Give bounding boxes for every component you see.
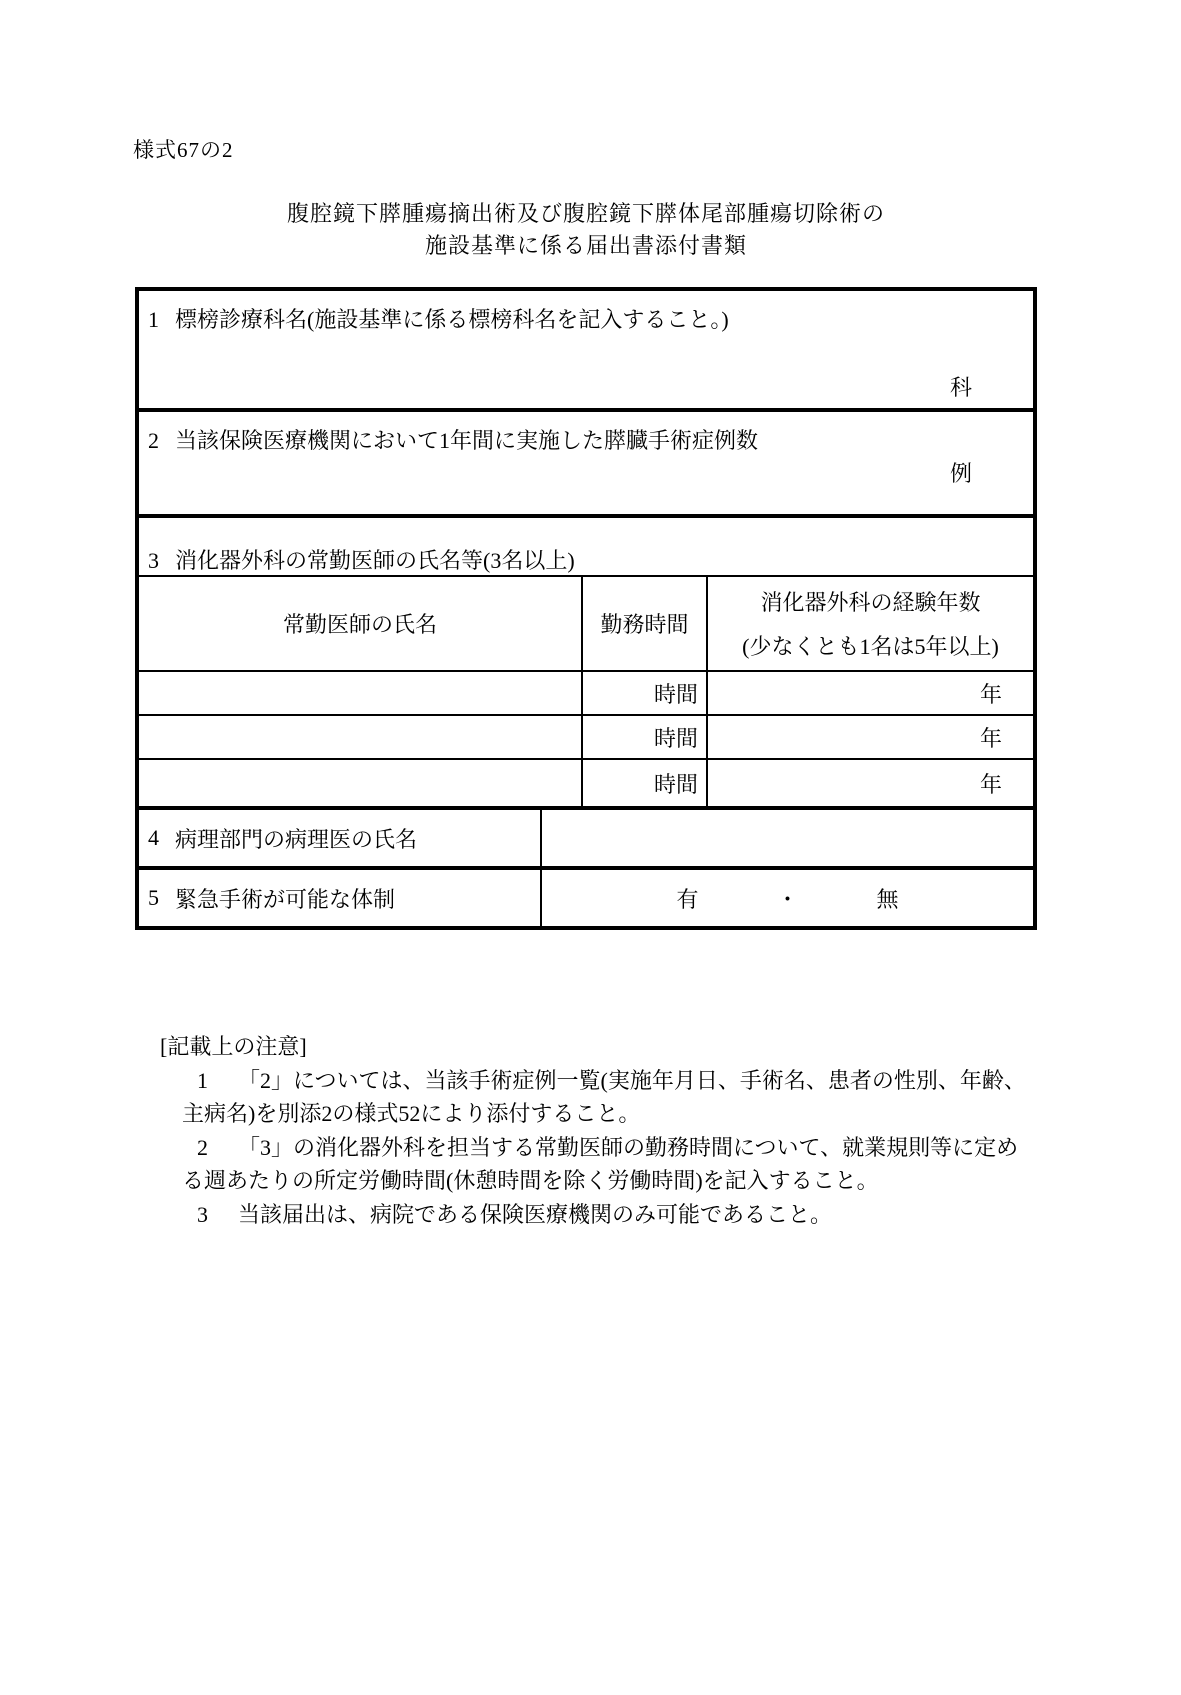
section-1-unit: 科 xyxy=(949,375,972,400)
section-4-label-text: 病理部門の病理医の氏名 xyxy=(175,826,418,852)
section-5-label xyxy=(139,870,540,926)
column-header-doctor-name: 常勤医師の氏名 xyxy=(282,612,437,637)
note-item-1-line-1 xyxy=(160,1064,1026,1098)
column-header-experience-line1: 消化器外科の経験年数 xyxy=(760,590,981,615)
doctor-row-1 xyxy=(139,672,1033,716)
note-2-text-line1: 「3」の消化器外科を担当する常勤医師の勤務時間について、就業規則等に定め xyxy=(238,1134,1019,1160)
section-4-pathologist xyxy=(139,810,1033,870)
section-4-label xyxy=(139,810,540,866)
doctor-name-cell-1[interactable] xyxy=(139,672,581,714)
note-item-2-line-2: る週あたりの所定労働時間(休憩時間を除く労働時間)を記入すること。 xyxy=(182,1168,879,1193)
section-4-number: 4 xyxy=(148,825,159,850)
hours-unit-label: 時間 xyxy=(653,681,698,707)
form-number: 様式67の2 xyxy=(133,138,234,162)
option-yes[interactable]: 有 xyxy=(676,886,699,912)
experience-years-cell-2[interactable] xyxy=(706,716,1033,758)
section-1-department-name xyxy=(139,291,1033,412)
note-item-3-line-1 xyxy=(160,1198,1026,1232)
notes-section xyxy=(160,1030,1026,1231)
doctor-roster-header-row xyxy=(139,577,1033,672)
section-5-number: 5 xyxy=(148,885,159,910)
working-hours-cell-3[interactable] xyxy=(581,760,706,806)
section-1-input-area[interactable] xyxy=(139,371,1033,402)
working-hours-cell-2[interactable] xyxy=(581,716,706,758)
note-item-2-line-1 xyxy=(160,1131,1026,1165)
hours-unit-label: 時間 xyxy=(653,725,698,751)
working-hours-cell-1[interactable] xyxy=(581,672,706,714)
hours-unit-label: 時間 xyxy=(653,771,698,797)
note-3-number: 3 xyxy=(197,1201,208,1227)
section-2-label-text: 当該保険医療機関において1年間に実施した膵臓手術症例数 xyxy=(175,428,759,453)
doctor-row-3 xyxy=(139,760,1033,806)
doctor-row-2 xyxy=(139,716,1033,760)
document-title xyxy=(135,198,1037,262)
years-unit-label: 年 xyxy=(979,725,1002,751)
option-no[interactable]: 無 xyxy=(876,886,899,912)
section-2-unit: 例 xyxy=(949,461,972,486)
section-1-number: 1 xyxy=(148,307,159,332)
section-2-case-count xyxy=(139,412,1033,518)
doctor-name-cell-3[interactable] xyxy=(139,760,581,806)
column-header-experience xyxy=(706,577,1033,670)
note-3-text-line1: 当該届出は、病院である保険医療機関のみ可能であること。 xyxy=(238,1201,833,1227)
column-header-working-hours: 勤務時間 xyxy=(581,577,706,670)
section-5-emergency-system xyxy=(139,870,1033,926)
section-1-label xyxy=(139,303,1033,334)
years-unit-label: 年 xyxy=(979,681,1002,707)
pathologist-name-cell[interactable] xyxy=(540,810,1033,866)
doctor-name-cell-2[interactable] xyxy=(139,716,581,758)
experience-years-cell-3[interactable] xyxy=(706,760,1033,806)
section-2-number: 2 xyxy=(148,428,159,453)
emergency-availability-cell xyxy=(540,870,1033,926)
years-unit-label: 年 xyxy=(979,771,1002,797)
note-1-text-line1: 「2」については、当該手術症例一覧(実施年月日、手術名、患者の性別、年齢、 xyxy=(238,1067,1026,1093)
notes-heading: [記載上の注意] xyxy=(160,1034,307,1059)
section-5-label-text: 緊急手術が可能な体制 xyxy=(175,886,396,912)
note-item-1-line-2: 主病名)を別添2の様式52により添付すること。 xyxy=(182,1101,641,1126)
experience-years-cell-1[interactable] xyxy=(706,672,1033,714)
section-2-label xyxy=(139,424,1033,455)
section-3-label xyxy=(139,518,1033,575)
form-table xyxy=(135,287,1037,930)
section-3-label-text: 消化器外科の常勤医師の氏名等(3名以上) xyxy=(175,548,575,573)
doctor-roster-table xyxy=(139,575,1033,806)
section-2-input-area[interactable] xyxy=(139,457,1033,488)
section-3-doctors xyxy=(139,518,1033,810)
section-1-label-text: 標榜診療科名(施設基準に係る標榜科名を記入すること。) xyxy=(175,307,729,332)
note-1-number: 1 xyxy=(197,1067,208,1093)
column-header-experience-line2: (少なくとも1名は5年以上) xyxy=(742,634,999,659)
options-separator-dot: ・ xyxy=(776,886,799,912)
document-title-line1: 腹腔鏡下膵腫瘍摘出術及び腹腔鏡下膵体尾部腫瘍切除術の xyxy=(286,201,885,226)
note-2-number: 2 xyxy=(197,1134,208,1160)
document-title-line2: 施設基準に係る届出書添付書類 xyxy=(424,233,747,258)
section-3-number: 3 xyxy=(148,548,159,573)
